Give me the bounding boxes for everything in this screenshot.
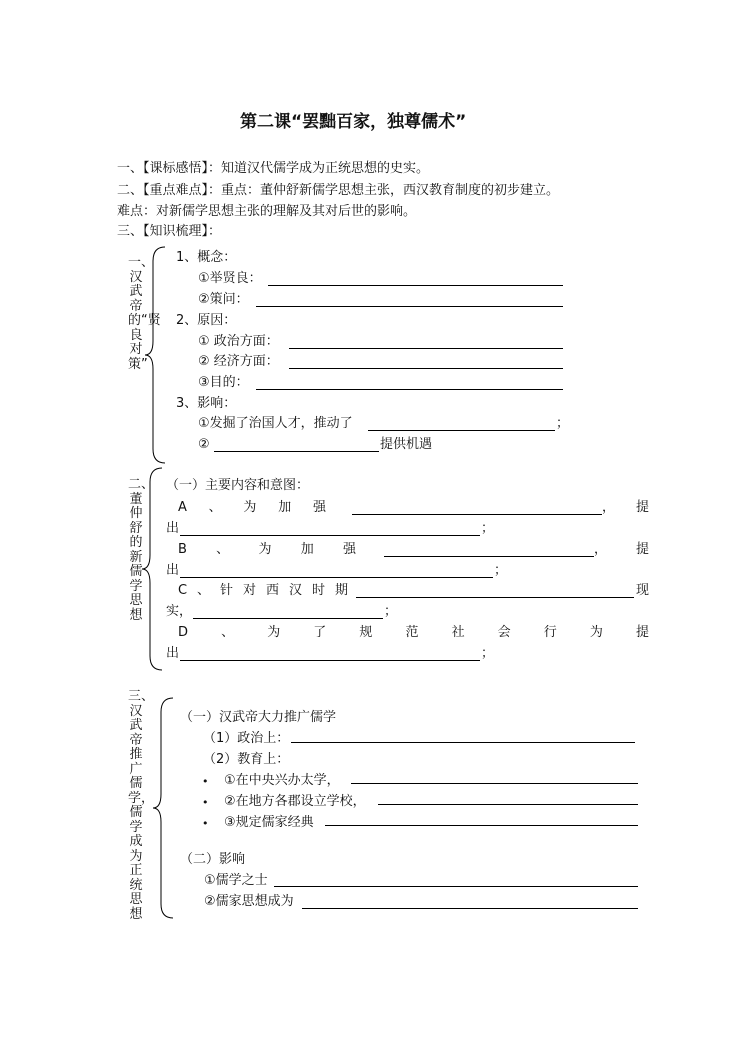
item-a-line2-blank[interactable] <box>180 535 480 536</box>
impact-1-label: ①发掘了治国人才，推动了 <box>198 416 353 431</box>
impact-2-end: 提供机遇 <box>380 437 433 452</box>
item-a-char: 加 <box>278 500 292 515</box>
concept-juxianliang-blank[interactable] <box>268 285 563 286</box>
impact-2-blank[interactable] <box>214 451 379 452</box>
item-d-char: 了 <box>313 625 327 640</box>
reason-economic-label: ② 经济方面： <box>198 354 279 369</box>
item-c-char: 、 <box>197 583 211 598</box>
item-a-char: 、 <box>208 500 222 515</box>
item-c-char: 对 <box>243 583 257 598</box>
reason-political-label: ① 政治方面： <box>198 334 279 349</box>
impact-1-blank[interactable] <box>368 430 555 431</box>
section1-vertical-label: 一、汉武帝的“贤良对策” <box>128 255 161 372</box>
section3-vertical-label: 三、汉武帝推广儒学，儒学成为正统思想 <box>128 689 155 922</box>
section3-brace <box>151 696 177 920</box>
intro-line-4: 三、【知识梳理】： <box>117 224 222 239</box>
section2-heading: （一）主要内容和意图： <box>166 478 310 493</box>
item-d-char: 为 <box>267 625 281 640</box>
item-c-tail: 现 <box>636 583 650 598</box>
item-b-line2-label: 出 <box>166 563 180 578</box>
bullet-icon: • <box>202 796 209 809</box>
impact-2-label: ② <box>198 437 210 452</box>
item-a-tail: 提 <box>636 500 650 515</box>
item-c-char: 期 <box>334 583 348 598</box>
influence-scholars-blank[interactable] <box>274 886 638 887</box>
item-b-char: 加 <box>300 542 314 557</box>
education-label: （2）教育上： <box>203 752 290 767</box>
item-d-char: 社 <box>451 625 465 640</box>
item-c-char: 时 <box>311 583 325 598</box>
intro-line-3: 难点：对新儒学思想主张的理解及其对后世的影响。 <box>117 204 417 219</box>
item-d-char: D <box>178 625 189 640</box>
influence-thought-label: ②儒家思想成为 <box>204 894 294 909</box>
item-b-tail: 提 <box>636 542 650 557</box>
intro-line-1: 一、【课标感悟】：知道汉代儒学成为正统思想的史实。 <box>117 161 430 176</box>
item-d-char: 会 <box>497 625 511 640</box>
item-a-line2-end: ； <box>481 521 495 536</box>
item-c-lead <box>178 583 348 599</box>
section3-heading-1: （一）汉武帝大力推广儒学 <box>180 710 337 725</box>
item-c-char: 汉 <box>288 583 302 598</box>
section3-heading-2: （二）影响 <box>180 852 246 867</box>
item-c-blank[interactable] <box>356 597 634 598</box>
item-b-char: 强 <box>342 542 356 557</box>
item-b-comma: ， <box>594 542 608 557</box>
item-c-char: C <box>178 583 188 598</box>
item-b-blank[interactable] <box>384 556 594 557</box>
item-d-line2-blank[interactable] <box>180 660 480 661</box>
section2-brace <box>140 466 166 672</box>
item-d-char: 行 <box>543 625 557 640</box>
item-c-char: 针 <box>220 583 234 598</box>
item-c-char: 西 <box>266 583 280 598</box>
bullet-icon: • <box>202 775 209 788</box>
influence-scholars-label: ①儒学之士 <box>204 873 268 888</box>
political-label: （1）政治上： <box>203 731 290 746</box>
item-a-char: A <box>178 500 187 515</box>
education-classics-blank[interactable] <box>325 825 638 826</box>
item-b-line2-end: ； <box>494 563 508 578</box>
item-a-line2-label: 出 <box>166 521 180 536</box>
reason-purpose-blank[interactable] <box>256 389 563 390</box>
bullet-icon: • <box>202 817 209 830</box>
influence-thought-blank[interactable] <box>302 908 638 909</box>
item-b-char: 、 <box>216 542 230 557</box>
reason-political-blank[interactable] <box>289 348 563 349</box>
item-d-lead <box>178 625 649 641</box>
reason-heading: 2、原因： <box>176 313 237 328</box>
section1-brace <box>143 245 169 465</box>
item-c-line2-end: ； <box>384 604 398 619</box>
intro-line-2: 二、【重点难点】：重点：董仲舒新儒学思想主张，西汉教育制度的初步建立。 <box>117 183 560 198</box>
concept-heading: 1、概念： <box>176 250 237 265</box>
item-b-char: B <box>178 542 187 557</box>
concept-cewen-blank[interactable] <box>256 306 563 307</box>
item-c-line2-label: 实， <box>166 604 193 619</box>
political-blank[interactable] <box>291 742 635 743</box>
education-schools-label: ②在地方各郡设立学校， <box>224 794 366 809</box>
education-taixue-blank[interactable] <box>351 783 638 784</box>
item-b-line2-blank[interactable] <box>180 577 493 578</box>
item-b-lead <box>178 542 356 558</box>
reason-purpose-label: ③目的： <box>198 375 249 390</box>
item-d-char: 规 <box>359 625 373 640</box>
item-d-line2-end: ； <box>481 646 495 661</box>
concept-juxianliang-label: ①举贤良： <box>198 271 262 286</box>
item-a-lead <box>178 500 326 516</box>
item-a-comma: ， <box>602 500 616 515</box>
education-schools-blank[interactable] <box>378 804 638 805</box>
concept-cewen-label: ②策问： <box>198 292 249 307</box>
item-d-line2-label: 出 <box>166 646 180 661</box>
item-a-char: 为 <box>243 500 257 515</box>
reason-economic-blank[interactable] <box>289 368 563 369</box>
item-c-line2-blank[interactable] <box>193 618 383 619</box>
section2-vertical-label: 二、董仲舒的新儒学思想 <box>128 477 155 623</box>
education-taixue-label: ①在中央兴办太学， <box>224 773 340 788</box>
item-d-char: 范 <box>405 625 419 640</box>
education-classics-label: ③规定儒家经典 <box>224 815 314 830</box>
page-title: 第二课“罢黜百家，独尊儒术” <box>240 112 467 132</box>
item-b-char: 为 <box>258 542 272 557</box>
item-a-char: 强 <box>312 500 326 515</box>
impact-1-end: ； <box>556 416 570 431</box>
item-d-char: 、 <box>221 625 235 640</box>
impact-heading: 3、影响： <box>176 396 237 411</box>
item-d-char: 为 <box>589 625 603 640</box>
item-d-char: 提 <box>635 625 649 640</box>
item-a-blank[interactable] <box>352 514 602 515</box>
